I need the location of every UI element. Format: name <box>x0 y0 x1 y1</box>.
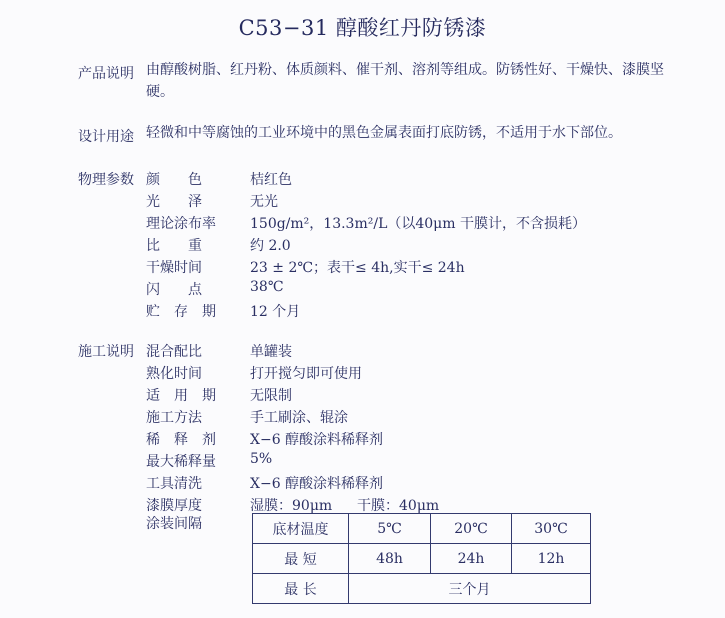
param-value: 约 2.0 <box>250 238 291 254</box>
param-key: 干燥时间 <box>146 260 202 276</box>
param-key: 颜色 <box>146 172 230 188</box>
param-value: 38℃ <box>250 279 284 295</box>
param-value: 桔红色 <box>250 172 292 188</box>
param-key: 稀释剂 <box>146 432 230 448</box>
table-row <box>253 544 591 574</box>
param-key: 工具清洗 <box>146 476 202 492</box>
param-value: 12 个月 <box>250 304 301 320</box>
param-value: 23 ± 2℃；表干≤ 4h,实干≤ 24h <box>250 260 465 276</box>
param-key: 熟化时间 <box>146 366 202 382</box>
param-value: 无光 <box>250 194 278 210</box>
param-key: 贮存期 <box>146 304 230 320</box>
param-key: 理论涂布率 <box>146 216 216 232</box>
design-description: 轻微和中等腐蚀的工业环境中的黑色金属表面打底防锈，不适用于水下部位。 <box>146 125 622 141</box>
table-cell: 三个月 <box>349 574 591 604</box>
param-key: 最大稀释量 <box>146 454 216 470</box>
param-key: 混合配比 <box>146 344 202 360</box>
param-value: 手工刷涂、辊涂 <box>250 410 348 426</box>
table-cell: 5℃ <box>349 514 431 544</box>
recoat-interval-table <box>252 513 591 604</box>
table-cell: 最 短 <box>253 544 349 574</box>
document-title: C53−31 醇酸红丹防锈漆 <box>238 16 487 40</box>
param-value: X−6 醇酸涂料稀释剂 <box>250 476 384 492</box>
table-cell: 24h <box>431 544 512 574</box>
table-cell: 48h <box>349 544 431 574</box>
param-value: 5% <box>250 451 273 467</box>
design-section-label: 设计用途 <box>78 129 134 145</box>
param-value: 150g/m²，13.3m²/L（以40μm 干膜计，不含损耗） <box>250 216 586 232</box>
param-value: X−6 醇酸涂料稀释剂 <box>250 432 384 448</box>
physical-section-label: 物理参数 <box>78 172 134 188</box>
table-cell: 最 长 <box>253 574 349 604</box>
param-key: 施工方法 <box>146 410 202 426</box>
param-key: 漆膜厚度 <box>146 498 202 514</box>
param-key: 闪点 <box>146 282 230 298</box>
param-value: 打开搅匀即可使用 <box>250 366 362 382</box>
param-key: 适用期 <box>146 388 230 404</box>
param-value-secondary: 干膜：40μm <box>357 498 440 514</box>
param-value: 湿膜：90μm <box>250 498 333 514</box>
table-cell: 12h <box>512 544 591 574</box>
table-cell: 底材温度 <box>253 514 349 544</box>
table-row <box>253 574 591 604</box>
table-cell: 30℃ <box>512 514 591 544</box>
product-section-label: 产品说明 <box>78 66 134 82</box>
param-key: 涂装间隔 <box>146 516 202 532</box>
product-description: 由醇酸树脂、红丹粉、体质颜料、催干剂、溶剂等组成。防锈性好、干燥快、漆膜坚硬。 <box>146 62 664 100</box>
param-value: 单罐装 <box>250 344 292 360</box>
table-header-row <box>253 514 591 544</box>
param-key: 光泽 <box>146 194 230 210</box>
application-section-label: 施工说明 <box>78 344 134 360</box>
param-value: 无限制 <box>250 388 292 404</box>
table-cell: 20℃ <box>431 514 512 544</box>
param-key: 比重 <box>146 238 230 254</box>
